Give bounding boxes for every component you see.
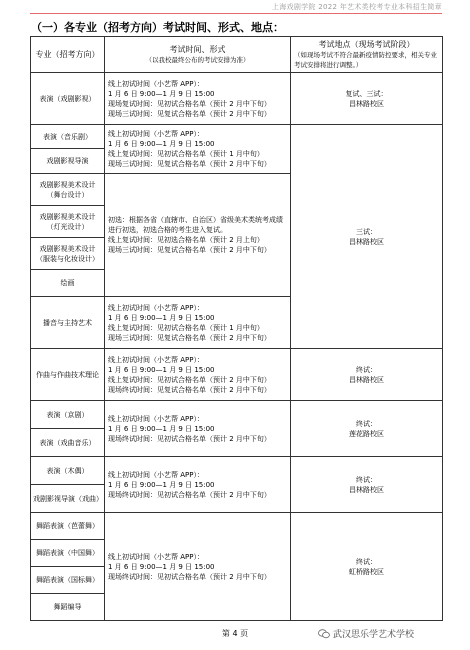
table-header-row <box>31 37 443 73</box>
place-label: 复试、三试： <box>345 89 388 98</box>
column-header-major: 专业（招考方向） <box>31 37 105 73</box>
table-row <box>31 457 443 485</box>
table-row <box>31 125 443 149</box>
place-label: 终试： <box>356 557 377 566</box>
place-header-title: 考试地点（现场考试阶段） <box>318 39 415 49</box>
schedule-line: 1 月 6 日 9:00—1 月 9 日 15:00 <box>108 562 215 571</box>
schedule-line: 线上初试时间（小艺帮 APP）： <box>108 552 204 561</box>
major-cell: 表演（音乐剧） <box>31 125 105 149</box>
schedule-line: 1 月 6 日 9:00—1 月 9 日 15:00 <box>108 140 215 148</box>
schedule-line: 线上复试时间：见初试合格名单（预计 1 月中旬） <box>108 150 264 158</box>
schedule-line: 线上初试时间（小艺帮 APP）： <box>108 79 204 88</box>
major-cell: 戏剧影视美术设计（舞台设计） <box>31 174 105 206</box>
place-campus: 昌林路校区 <box>349 99 384 108</box>
time-header-title: 考试时间、形式 <box>169 44 226 54</box>
major-cell: 戏剧影视美术设计（服装与化妆设计） <box>31 238 105 270</box>
schedule-line: 线上初试时间（小艺帮 APP）： <box>108 355 204 364</box>
schedule-line: 线上复试时间：见初试合格名单（预计 2 月中下旬） <box>108 375 271 384</box>
schedule-line: 现场终试时间：见初试合格名单（预计 2 月中下旬） <box>108 490 271 499</box>
header-divider <box>30 13 442 14</box>
major-cell: 作曲与作曲技术理论 <box>31 349 105 401</box>
major-cell: 戏剧影视导演 <box>31 149 105 174</box>
major-cell: 表演（木偶） <box>31 457 105 485</box>
table-row <box>31 349 443 401</box>
schedule-cell <box>105 73 291 125</box>
place-campus: 虹桥路校区 <box>349 567 384 576</box>
schedule-cell <box>105 513 291 621</box>
schedule-line: 现场终试时间：见初试合格名单（预计 2 月中下旬） <box>108 434 271 443</box>
schedule-line: 初选：根据各省（直辖市、自治区）省级美术类统考成绩进行初选，初选合格的考生进入复试。 <box>108 216 283 234</box>
place-campus: 昌林路校区 <box>349 237 384 246</box>
schedule-line: 1 月 6 日 9:00—1 月 9 日 15:00 <box>108 365 215 374</box>
schedule-line: 线上初试时间（小艺帮 APP）： <box>108 303 204 312</box>
schedule-line: 1 月 6 日 9:00—1 月 9 日 15:00 <box>108 313 215 322</box>
schedule-line: 线上初试时间（小艺帮 APP）： <box>108 130 204 138</box>
schedule-line: 现场三试时间：见复试合格名单（预计 2 月中下旬） <box>108 109 271 118</box>
page-number: 第 4 页 <box>221 629 249 638</box>
schedule-line: 现场复试时间：见初试合格名单（预计 2 月中下旬） <box>108 99 271 108</box>
schedule-line: 现场三试时间：见复试合格名单（预计 2 月中下旬） <box>108 160 271 168</box>
section-title: （一）各专业（招考方向）考试时间、形式、地点： <box>31 21 284 34</box>
place-campus: 莲花路校区 <box>349 429 384 438</box>
place-cell <box>291 73 443 125</box>
major-cell: 表演（京剧） <box>31 401 105 429</box>
schedule-cell <box>105 125 291 174</box>
schedule-line: 线上复试时间：见初选合格名单（预计 2 月上旬） <box>108 236 264 244</box>
table-row <box>31 401 443 429</box>
schedule-line: 线上初试时间（小艺帮 APP）： <box>108 414 204 423</box>
schedule-line: 现场终试时间：见复试合格名单（预计 2 月中下旬） <box>108 385 271 394</box>
place-cell <box>291 125 443 349</box>
schedule-line: 1 月 6 日 9:00—1 月 9 日 15:00 <box>108 89 215 98</box>
schedule-cell <box>105 401 291 457</box>
major-cell: 表演（戏曲音乐） <box>31 429 105 457</box>
place-label: 三试： <box>356 227 377 236</box>
watermark-text: 武汉思乐学艺术学校 <box>333 630 415 640</box>
table-row <box>31 513 443 540</box>
place-cell <box>291 513 443 621</box>
schedule-line: 1 月 6 日 9:00—1 月 9 日 15:00 <box>108 424 215 433</box>
schedule-cell <box>105 297 291 349</box>
place-header-note: （如现场考试不符合最新疫情防控要求，相关专业考试安排将进行调整。） <box>294 50 437 69</box>
place-campus: 昌林路校区 <box>349 485 384 494</box>
major-cell: 戏剧影视导演（戏曲） <box>31 485 105 513</box>
major-cell: 绘画 <box>31 270 105 297</box>
place-cell <box>291 401 443 457</box>
place-campus: 昌林路校区 <box>349 375 384 384</box>
schedule-line: 现场终试时间：见初试合格名单（预计 2 月中下旬） <box>108 572 271 581</box>
major-cell: 舞蹈表演（中国舞） <box>31 540 105 567</box>
major-cell: 舞蹈表演（芭蕾舞） <box>31 513 105 540</box>
major-cell: 表演（戏剧影视） <box>31 73 105 125</box>
major-cell: 戏剧影视美术设计（灯光设计） <box>31 206 105 238</box>
major-cell: 播音与主持艺术 <box>31 297 105 349</box>
schedule-cell <box>105 457 291 513</box>
page-header: 上海戏剧学院 2022 年艺术类校考专业本科招生简章 <box>271 3 442 11</box>
schedule-line: 线上初试时间（小艺帮 APP）： <box>108 470 204 479</box>
place-label: 终试： <box>356 419 377 428</box>
schedule-line: 现场三试时间：见复试合格名单（预计 2 月中下旬） <box>108 246 271 254</box>
watermark <box>318 627 414 640</box>
schedule-line: 1 月 6 日 9:00—1 月 9 日 15:00 <box>108 480 215 489</box>
place-cell <box>291 457 443 513</box>
place-cell <box>291 349 443 401</box>
major-cell: 舞蹈表演（国标舞） <box>31 567 105 594</box>
column-header-time <box>105 37 291 73</box>
schedule-line: 现场三试时间：见复试合格名单（预计 2 月中下旬） <box>108 333 271 342</box>
place-label: 终试： <box>356 365 377 374</box>
wechat-icon <box>318 629 330 639</box>
table-row <box>31 73 443 125</box>
schedule-cell <box>105 174 291 297</box>
exam-schedule-table <box>30 36 443 621</box>
time-header-note: （以我校最终公布的考试安排为准） <box>145 55 250 64</box>
column-header-place <box>291 37 443 73</box>
schedule-line: 线上复试时间：见初试合格名单（预计 1 月中旬） <box>108 323 264 332</box>
major-cell: 舞蹈编导 <box>31 594 105 621</box>
place-label: 终试： <box>356 475 377 484</box>
schedule-cell <box>105 349 291 401</box>
